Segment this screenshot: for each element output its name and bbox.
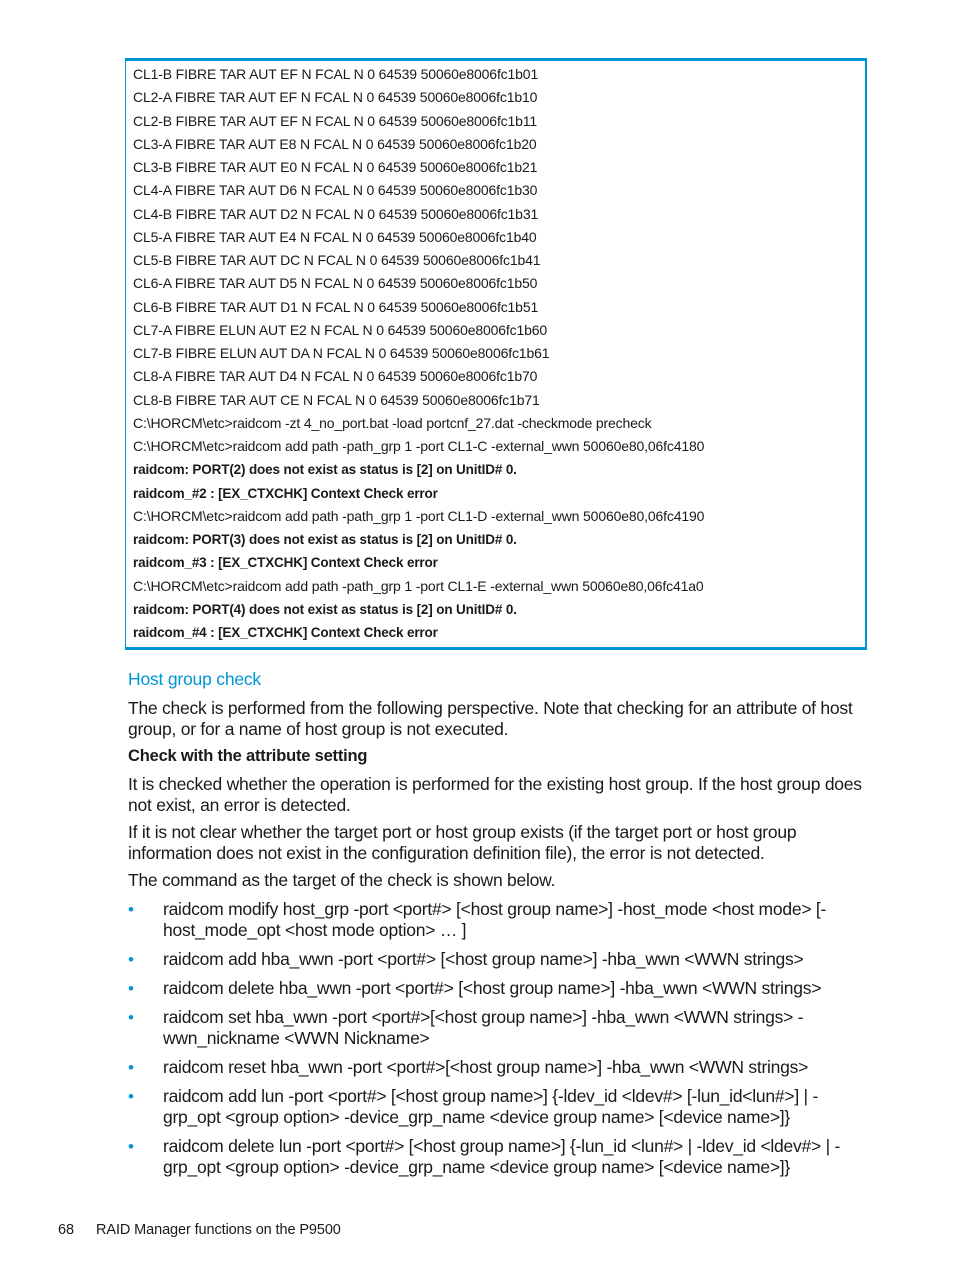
- code-line: C:\HORCM\etc>raidcom -zt 4_no_port.bat -load portcnf_27.dat -checkmode precheck: [133, 414, 652, 431]
- command-text: raidcom modify host_grp -port <port#> [<host group name>] -host_mode <host mode> [-host_mode_opt <host mode option> … ]: [163, 899, 827, 940]
- code-line: CL7-B FIBRE ELUN AUT DA N FCAL N 0 64539 50060e8006fc1b61: [133, 345, 550, 361]
- bullet-icon: •: [128, 1087, 134, 1106]
- code-line: CL1-B FIBRE TAR AUT EF N FCAL N 0 64539 50060e8006fc1b01: [133, 66, 539, 82]
- bullet-icon: •: [128, 900, 134, 919]
- code-line: CL3-A FIBRE TAR AUT E8 N FCAL N 0 64539 50060e8006fc1b20: [133, 135, 537, 152]
- command-list-item: [128, 978, 873, 999]
- section-title: Host group check: [128, 669, 261, 689]
- code-line: CL7-A FIBRE ELUN AUT E2 N FCAL N 0 64539 50060e8006fc1b60: [133, 321, 548, 338]
- bullet-icon: •: [128, 1058, 134, 1077]
- bullet-icon: •: [128, 1008, 134, 1027]
- paragraph-command-target: The command as the target of the check is shown below.: [128, 870, 556, 890]
- command-text: raidcom set hba_wwn -port <port#>[<host group name>] -hba_wwn <WWN strings> -wwn_nickname <WWN Nickname>: [163, 1007, 804, 1048]
- subheading: Check with the attribute setting: [128, 747, 368, 765]
- code-line: CL5-B FIBRE TAR AUT DC N FCAL N 0 64539 50060e8006fc1b41: [133, 252, 541, 268]
- command-text: raidcom delete lun -port <port#> [<host group name>] {-lun_id <lun#> | -ldev_id <ldev#> | -grp_opt <group option> -device_grp_name <device group name> [<device name>]}: [163, 1136, 841, 1177]
- code-line: CL6-A FIBRE TAR AUT D5 N FCAL N 0 64539 50060e8006fc1b50: [133, 275, 538, 292]
- command-text: raidcom add hba_wwn -port <port#> [<host group name>] -hba_wwn <WWN strings>: [163, 949, 804, 969]
- bullet-icon: •: [128, 1137, 134, 1156]
- page-footer: [58, 1222, 341, 1238]
- command-list: [128, 899, 873, 1178]
- command-list-item: [128, 1136, 873, 1178]
- code-line: CL2-B FIBRE TAR AUT EF N FCAL N 0 64539 50060e8006fc1b11: [133, 112, 538, 129]
- code-line: CL6-B FIBRE TAR AUT D1 N FCAL N 0 64539 50060e8006fc1b51: [133, 298, 539, 315]
- code-line: C:\HORCM\etc>raidcom add path -path_grp 1 -port CL1-C -external_wwn 50060e80,06fc4180: [133, 438, 705, 454]
- footer-title: RAID Manager functions on the P9500: [96, 1222, 341, 1238]
- code-error-line: raidcom: PORT(4) does not exist as status is [2] on UnitID# 0.: [133, 601, 517, 617]
- code-error-line: raidcom_#4 : [EX_CTXCHK] Context Check error: [133, 625, 438, 640]
- command-list-item: [128, 899, 873, 941]
- paragraph-not-clear: If it is not clear whether the target port or host group exists (if the target port or host group information does not exist in the configuration definition file), the error is not detected.: [128, 822, 797, 863]
- code-line: CL8-A FIBRE TAR AUT D4 N FCAL N 0 64539 50060e8006fc1b70: [133, 368, 538, 385]
- code-error-line: raidcom: PORT(3) does not exist as status is [2] on UnitID# 0.: [133, 532, 517, 547]
- command-text: raidcom add lun -port <port#> [<host group name>] {-ldev_id <ldev#> [-lun_id<lun#>] | -grp_opt <group option> -device_grp_name <device group name> [<device name>]}: [163, 1086, 819, 1127]
- intro-paragraph: The check is performed from the following perspective. Note that checking for an attribute of host group, or for a name of host group is not executed.: [128, 698, 853, 739]
- command-text: raidcom delete hba_wwn -port <port#> [<host group name>] -hba_wwn <WWN strings>: [163, 978, 822, 998]
- code-line: CL3-B FIBRE TAR AUT E0 N FCAL N 0 64539 50060e8006fc1b21: [133, 159, 538, 175]
- bullet-icon: •: [128, 979, 134, 998]
- code-line: CL4-B FIBRE TAR AUT D2 N FCAL N 0 64539 50060e8006fc1b31: [133, 205, 539, 222]
- bullet-icon: •: [128, 950, 134, 969]
- code-line: C:\HORCM\etc>raidcom add path -path_grp 1 -port CL1-E -external_wwn 50060e80,06fc41a0: [133, 577, 704, 594]
- command-list-item: [128, 1007, 873, 1049]
- code-line: CL8-B FIBRE TAR AUT CE N FCAL N 0 64539 50060e8006fc1b71: [133, 391, 540, 408]
- code-line: C:\HORCM\etc>raidcom add path -path_grp 1 -port CL1-D -external_wwn 50060e80,06fc4190: [133, 507, 705, 524]
- code-line: CL2-A FIBRE TAR AUT EF N FCAL N 0 64539 50060e8006fc1b10: [133, 89, 538, 106]
- command-list-item: [128, 1086, 873, 1128]
- code-error-line: raidcom: PORT(2) does not exist as status is [2] on UnitID# 0.: [133, 462, 517, 478]
- paragraph-existing-host-group: It is checked whether the operation is performed for the existing host group. If the host group does not exist, an error is detected.: [128, 774, 862, 815]
- command-list-item: [128, 1057, 873, 1078]
- command-text: raidcom reset hba_wwn -port <port#>[<host group name>] -hba_wwn <WWN strings>: [163, 1057, 809, 1077]
- page-number: 68: [58, 1222, 74, 1238]
- code-line: CL5-A FIBRE TAR AUT E4 N FCAL N 0 64539 50060e8006fc1b40: [133, 228, 537, 245]
- code-error-line: raidcom_#2 : [EX_CTXCHK] Context Check error: [133, 485, 438, 501]
- code-example-box: [125, 58, 867, 650]
- command-list-item: [128, 949, 873, 970]
- code-error-line: raidcom_#3 : [EX_CTXCHK] Context Check error: [133, 555, 438, 571]
- code-line: CL4-A FIBRE TAR AUT D6 N FCAL N 0 64539 50060e8006fc1b30: [133, 182, 538, 199]
